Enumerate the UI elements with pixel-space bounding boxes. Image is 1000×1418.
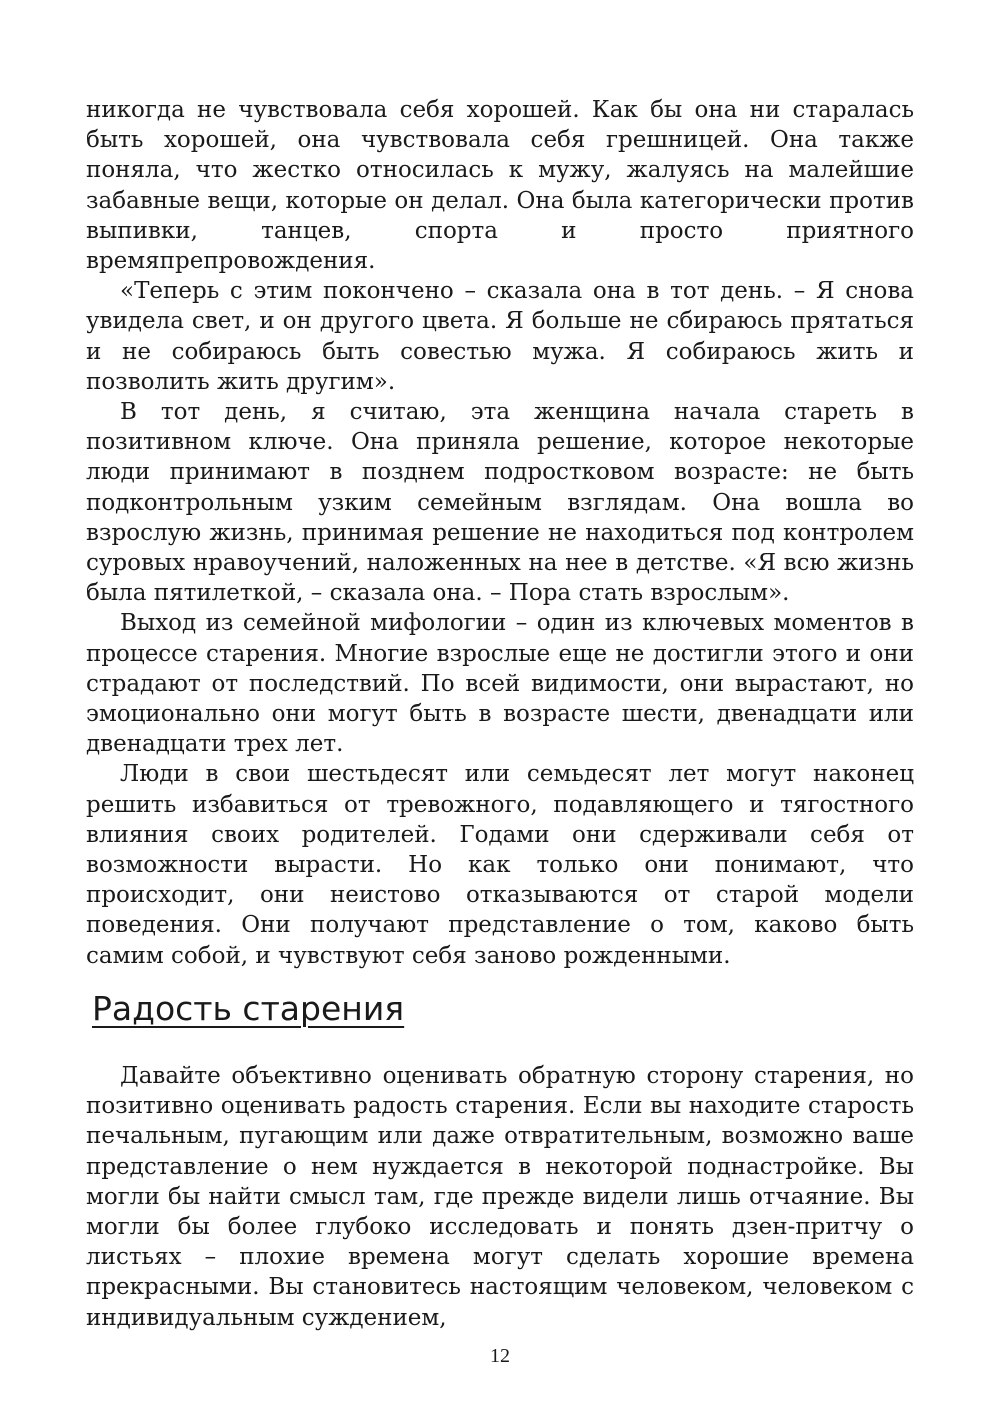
section-heading: Радость старения <box>92 988 405 1028</box>
paragraph-3: В тот день, я считаю, эта женщина начала стареть в позитивном ключе. Она приняла решение, которое некоторые люди принимают в позднем подростковом возрасте: не быть подконтрольным узким семейным взглядам. Она вошла во взрослую жизнь, принимая решение не находиться под контролем суровых нравоучений, наложенных на нее в детстве. «Я всю жизнь была пятилеткой, – сказала она. – Пора стать взрослым». <box>86 399 914 607</box>
paragraph-4: Выход из семейной мифологии – один из ключевых моментов в процессе старения. Многие взрослые еще не достигли этого и они страдают от последствий. По всей видимости, они вырастают, но эмоционально они могут быть в возрасте шести, двенадцати или двенадцати трех лет. <box>86 610 914 758</box>
paragraph-6: Давайте объективно оценивать обратную сторону старения, но позитивно оценивать радость старения. Если вы находите старость печальным, пугающим или даже отвратительным, возможно ваше представление о нем нуждается в некоторой поднастройке. Вы могли бы найти смысл там, где прежде видели лишь отчаяние. Вы могли бы более глубоко исследовать и понять дзен-притчу о листьях – плохие времена могут сделать хорошие времена прекрасными. Вы становитесь настоящим человеком, человеком с индивидуальным суждением, <box>86 1062 914 1331</box>
paragraph-5: Люди в свои шестьдесят или семьдесят лет могут наконец решить избавиться от тревожного, подавляющего и тягостного влияния своих родителей. Годами они сдерживали себя от возможности вырасти. Но как только они понимают, что происходит, они неистово отказываются от старой модели поведения. Они получают представление о том, каково быть самим собой, и чувствуют себя заново рожденными. <box>86 761 914 969</box>
paragraph-2: «Теперь с этим покончено – сказала она в тот день. – Я снова увидела свет, и он другого цвета. Я больше не сбираюсь прятаться и не собираюсь быть совестью мужа. Я собираюсь жить и позволить жить другим». <box>86 278 914 395</box>
paragraph-1: никогда не чувствовала себя хорошей. Как бы она ни старалась быть хорошей, она чувствовала себя грешницей. Она также поняла, что жестко относилась к мужу, жалуясь на малейшие забавные вещи, которые он делал. Она была категорически против выпивки, танцев, спорта и просто приятного времяпрепровождения. <box>86 97 914 275</box>
page-body <box>86 95 914 1333</box>
page-number: 12 <box>490 1345 510 1367</box>
